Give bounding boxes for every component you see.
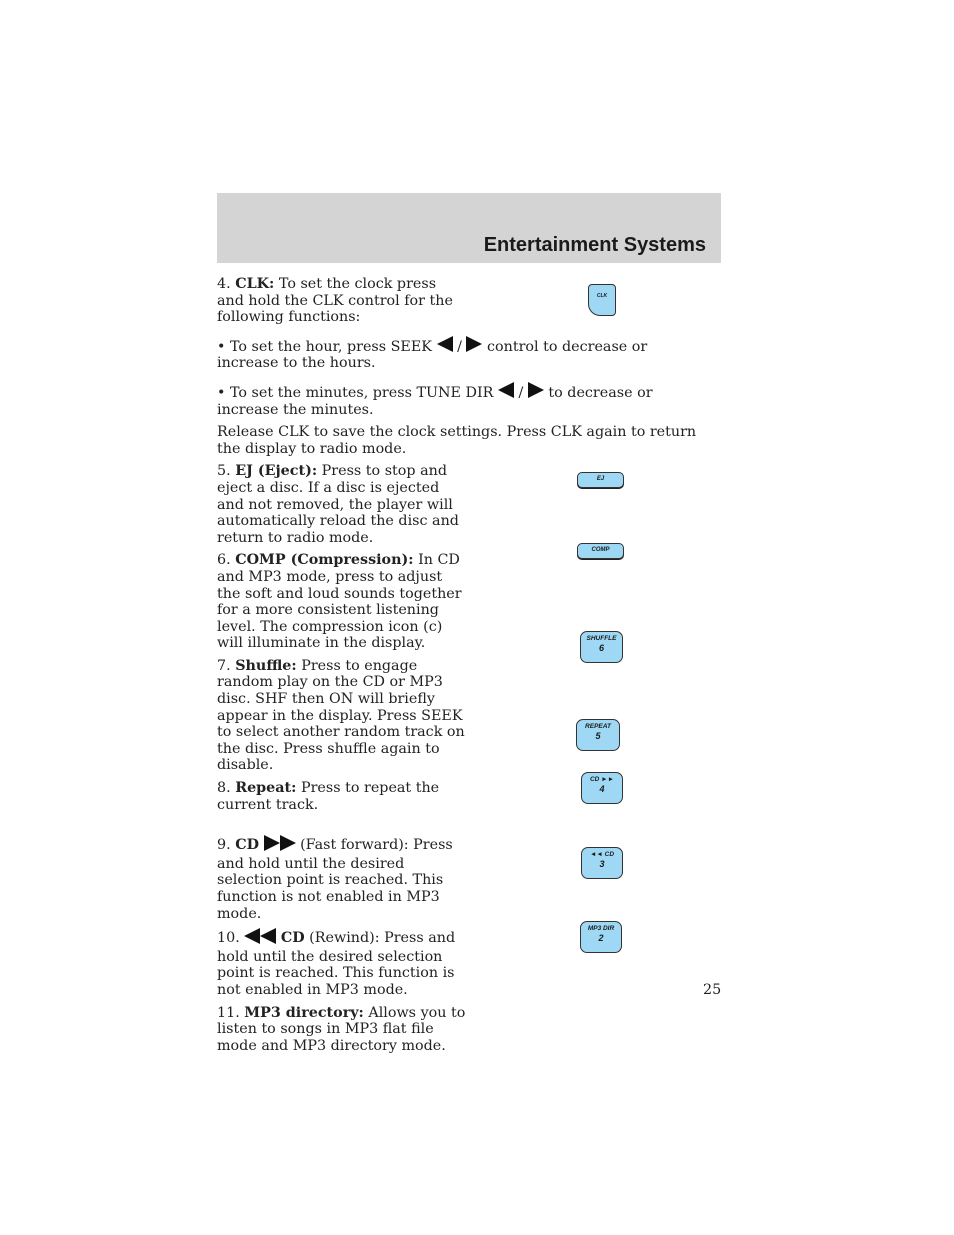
bullet-text: • To set the minutes, press TUNE DIR <box>217 384 498 401</box>
item-text: Press to engage random play on the CD or MP3 disc. SHF then ON will briefly appear in the display. Press SEEK to select another random track on the disc. Press shuffle again to disable. <box>217 657 465 774</box>
bullet-text: to decrease or increase the minutes. <box>217 384 653 418</box>
item-number: 7. <box>217 657 231 674</box>
item-text: (Fast forward): Press and hold until the desired selection point is reached. This function is not enabled in MP3 mode. <box>217 837 453 922</box>
item-number: 4. <box>217 276 231 292</box>
rewind-button-number: 3 <box>599 859 605 869</box>
item-text: In CD and MP3 mode, press to adjust the soft and loud sounds together for a more consistent listening level. The compression icon (c) will illuminate in the display. <box>217 552 462 652</box>
bullet-text: • To set the hour, press SEEK <box>217 338 437 355</box>
rewind-icon <box>244 928 276 949</box>
seek-right-icon <box>466 336 482 352</box>
mp3-dir-button-label: MP3 DIR <box>587 925 615 932</box>
item-term: Shuffle: <box>235 657 297 674</box>
fast-forward-icon <box>264 835 296 856</box>
fast-forward-button-number: 4 <box>599 784 605 794</box>
page-number: 25 <box>703 982 722 998</box>
shuffle-button-label: SHUFFLE <box>586 635 617 642</box>
item-term: CD <box>235 837 259 854</box>
item-number: 10. <box>217 930 240 947</box>
bullet-hour <box>217 336 713 372</box>
item-text: (Rewind): Press and hold until the desired selection point is reached. This function is not enabled in MP3 mode. <box>217 930 456 998</box>
item-number: 6. <box>217 552 231 569</box>
release-text: Release CLK to save the clock settings. Press CLK again to return the display to radio mode. <box>217 424 697 457</box>
page-header <box>217 193 721 263</box>
comp-button-label: COMP <box>591 547 610 553</box>
page-title: Entertainment Systems <box>483 234 706 256</box>
tune-right-icon <box>528 382 544 398</box>
item-eject <box>217 463 713 546</box>
item-text: Allows you to listen to songs in MP3 flat file mode and MP3 directory mode. <box>217 1004 466 1054</box>
item-text: Press to stop and eject a disc. If a disc is ejected and not removed, the player will automatically reload the disc and return to radio mode. <box>217 463 459 546</box>
item-term: MP3 directory: <box>244 1004 364 1021</box>
repeat-button-label: REPEAT <box>585 723 611 730</box>
fast-forward-button-label: CD ►► <box>589 776 615 783</box>
clk-button-label: CLK <box>596 293 608 299</box>
slash: / <box>513 384 528 401</box>
item-text: To set the clock press and hold the CLK control for the following functions: <box>217 276 453 326</box>
shuffle-button-number: 6 <box>598 643 604 653</box>
item-mp3-directory <box>217 1005 467 1055</box>
item-term: Repeat: <box>235 780 297 797</box>
item-number: 8. <box>217 780 231 797</box>
item-number: 11. <box>217 1004 240 1021</box>
item-term: COMP (Compression): <box>235 552 414 569</box>
item-number: 5. <box>217 463 231 480</box>
item-rewind <box>217 928 467 998</box>
item-term: EJ (Eject): <box>235 463 318 480</box>
item-clk <box>217 276 467 326</box>
item-text: Press to repeat the current track. <box>217 780 440 813</box>
item-shuffle <box>217 658 713 774</box>
rewind-button-label: ◄◄ CD <box>589 851 615 858</box>
bullet-text: control to decrease or increase to the hours. <box>217 338 648 372</box>
item-number: 9. <box>217 837 231 854</box>
bullet-minutes <box>217 382 713 418</box>
repeat-button-number: 5 <box>595 731 601 741</box>
manual-content <box>217 276 713 1054</box>
tune-left-icon <box>498 382 514 398</box>
item-repeat <box>217 780 467 813</box>
item-term: CLK: <box>235 276 275 292</box>
item-fast-forward <box>217 835 467 922</box>
eject-button-label: EJ <box>596 476 605 482</box>
item-comp <box>217 552 713 652</box>
slash: / <box>452 338 467 355</box>
seek-left-icon <box>437 336 453 352</box>
item-term: CD <box>280 930 305 947</box>
mp3-dir-button-number: 2 <box>598 933 604 943</box>
